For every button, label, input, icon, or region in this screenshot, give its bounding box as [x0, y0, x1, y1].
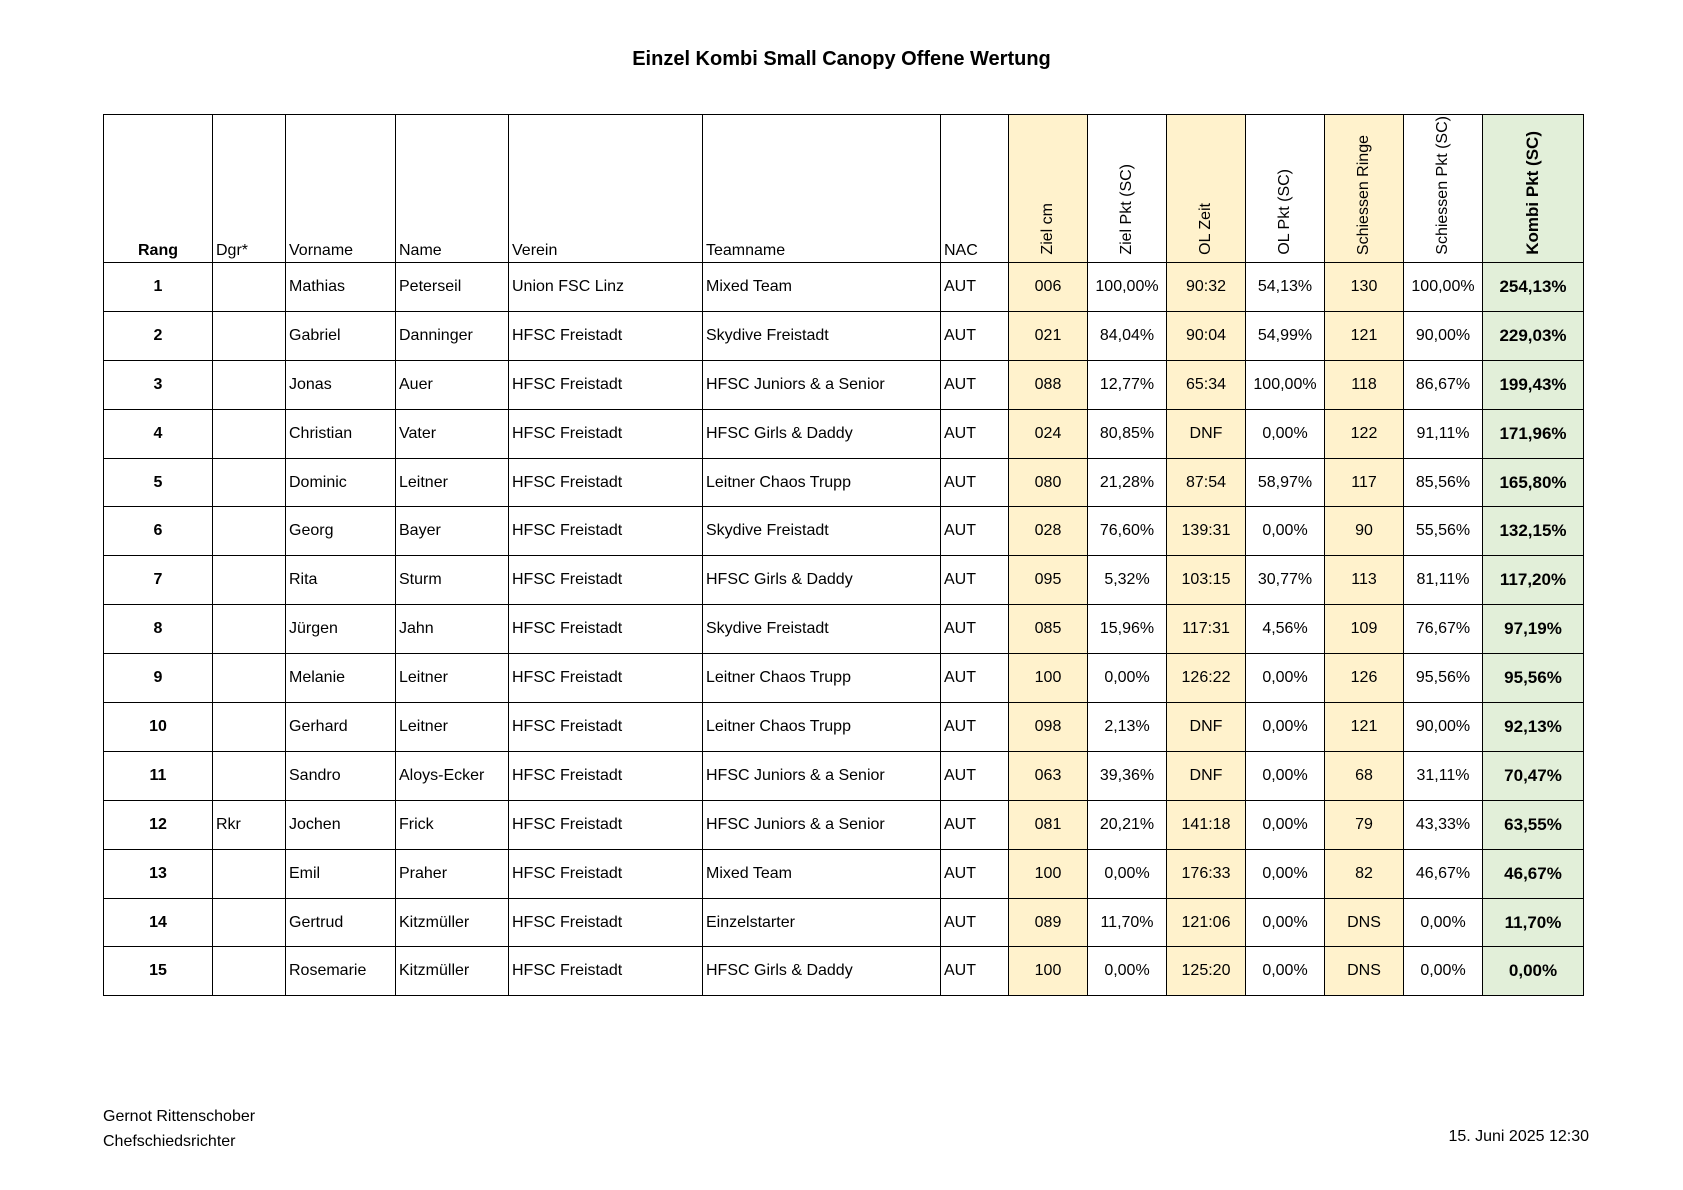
cell-teamname: Skydive Freistadt: [703, 311, 941, 360]
cell-ziel-cm: 024: [1009, 409, 1088, 458]
table-row: [104, 605, 1584, 654]
cell-name: Kitzmüller: [396, 898, 509, 947]
cell-ziel-pkt: 84,04%: [1088, 311, 1167, 360]
cell-kombi-pkt: 11,70%: [1483, 898, 1584, 947]
cell-verein: HFSC Freistadt: [509, 898, 703, 947]
header-kombi-pkt: [1483, 115, 1584, 263]
cell-nac: AUT: [941, 947, 1009, 996]
table-row: [104, 311, 1584, 360]
cell-schiessen-pkt: 86,67%: [1404, 360, 1483, 409]
cell-verein: HFSC Freistadt: [509, 751, 703, 800]
header-schiessen-ringe-label: Schiessen Ringe: [1355, 134, 1372, 255]
cell-name: Praher: [396, 849, 509, 898]
cell-ol-pkt: 0,00%: [1246, 703, 1325, 752]
results-body: [104, 263, 1584, 996]
cell-kombi-pkt: 117,20%: [1483, 556, 1584, 605]
cell-ziel-cm: 028: [1009, 507, 1088, 556]
header-nac: NAC: [941, 115, 1009, 263]
cell-name: Aloys-Ecker: [396, 751, 509, 800]
cell-schiessen-pkt: 43,33%: [1404, 800, 1483, 849]
cell-name: Vater: [396, 409, 509, 458]
cell-ziel-pkt: 2,13%: [1088, 703, 1167, 752]
header-schiessen-ringe: [1325, 115, 1404, 263]
cell-nac: AUT: [941, 360, 1009, 409]
cell-ol-zeit: DNF: [1167, 751, 1246, 800]
header-schiessen-pkt-label: Schiessen Pkt (SC): [1434, 116, 1451, 255]
cell-dgr: [213, 409, 286, 458]
table-row: [104, 409, 1584, 458]
cell-vorname: Melanie: [286, 654, 396, 703]
cell-teamname: HFSC Juniors & a Senior: [703, 800, 941, 849]
cell-schiessen-pkt: 76,67%: [1404, 605, 1483, 654]
cell-verein: HFSC Freistadt: [509, 849, 703, 898]
cell-ziel-pkt: 39,36%: [1088, 751, 1167, 800]
cell-name: Leitner: [396, 458, 509, 507]
cell-kombi-pkt: 254,13%: [1483, 263, 1584, 312]
cell-verein: HFSC Freistadt: [509, 654, 703, 703]
cell-nac: AUT: [941, 898, 1009, 947]
cell-vorname: Georg: [286, 507, 396, 556]
cell-ol-pkt: 100,00%: [1246, 360, 1325, 409]
cell-ziel-pkt: 12,77%: [1088, 360, 1167, 409]
cell-ol-pkt: 0,00%: [1246, 898, 1325, 947]
header-row: [104, 115, 1584, 263]
cell-ol-zeit: 141:18: [1167, 800, 1246, 849]
cell-ol-zeit: DNF: [1167, 409, 1246, 458]
cell-ol-zeit: 126:22: [1167, 654, 1246, 703]
cell-dgr: [213, 654, 286, 703]
cell-vorname: Jochen: [286, 800, 396, 849]
cell-schiessen-ringe: 109: [1325, 605, 1404, 654]
cell-rang: 4: [104, 409, 213, 458]
cell-schiessen-ringe: 118: [1325, 360, 1404, 409]
cell-name: Jahn: [396, 605, 509, 654]
cell-rang: 11: [104, 751, 213, 800]
table-row: [104, 507, 1584, 556]
cell-ol-zeit: 125:20: [1167, 947, 1246, 996]
cell-vorname: Emil: [286, 849, 396, 898]
cell-teamname: Skydive Freistadt: [703, 605, 941, 654]
cell-schiessen-ringe: 79: [1325, 800, 1404, 849]
cell-nac: AUT: [941, 556, 1009, 605]
cell-kombi-pkt: 97,19%: [1483, 605, 1584, 654]
cell-nac: AUT: [941, 409, 1009, 458]
cell-ol-pkt: 54,13%: [1246, 263, 1325, 312]
cell-rang: 13: [104, 849, 213, 898]
header-ziel-cm-label: Ziel cm: [1039, 203, 1056, 255]
cell-teamname: HFSC Girls & Daddy: [703, 556, 941, 605]
cell-vorname: Jürgen: [286, 605, 396, 654]
cell-vorname: Gabriel: [286, 311, 396, 360]
header-ol-pkt: [1246, 115, 1325, 263]
table-row: [104, 947, 1584, 996]
cell-nac: AUT: [941, 263, 1009, 312]
cell-verein: HFSC Freistadt: [509, 800, 703, 849]
cell-name: Leitner: [396, 654, 509, 703]
cell-teamname: Einzelstarter: [703, 898, 941, 947]
cell-teamname: Leitner Chaos Trupp: [703, 703, 941, 752]
cell-vorname: Gerhard: [286, 703, 396, 752]
table-row: [104, 703, 1584, 752]
cell-rang: 12: [104, 800, 213, 849]
cell-nac: AUT: [941, 849, 1009, 898]
cell-verein: HFSC Freistadt: [509, 507, 703, 556]
cell-kombi-pkt: 70,47%: [1483, 751, 1584, 800]
cell-ol-pkt: 4,56%: [1246, 605, 1325, 654]
cell-schiessen-pkt: 90,00%: [1404, 311, 1483, 360]
cell-name: Peterseil: [396, 263, 509, 312]
cell-verein: HFSC Freistadt: [509, 409, 703, 458]
cell-schiessen-pkt: 81,11%: [1404, 556, 1483, 605]
cell-ziel-cm: 100: [1009, 654, 1088, 703]
cell-schiessen-ringe: 121: [1325, 703, 1404, 752]
cell-ziel-pkt: 20,21%: [1088, 800, 1167, 849]
cell-vorname: Christian: [286, 409, 396, 458]
cell-schiessen-pkt: 85,56%: [1404, 458, 1483, 507]
header-name: Name: [396, 115, 509, 263]
cell-ziel-pkt: 100,00%: [1088, 263, 1167, 312]
table-row: [104, 360, 1584, 409]
cell-ziel-cm: 088: [1009, 360, 1088, 409]
cell-ol-zeit: 103:15: [1167, 556, 1246, 605]
cell-schiessen-pkt: 31,11%: [1404, 751, 1483, 800]
cell-dgr: [213, 458, 286, 507]
cell-ziel-cm: 098: [1009, 703, 1088, 752]
cell-teamname: HFSC Juniors & a Senior: [703, 751, 941, 800]
cell-dgr: [213, 311, 286, 360]
cell-ziel-pkt: 21,28%: [1088, 458, 1167, 507]
cell-teamname: Leitner Chaos Trupp: [703, 458, 941, 507]
cell-schiessen-ringe: DNS: [1325, 947, 1404, 996]
cell-schiessen-ringe: 68: [1325, 751, 1404, 800]
cell-ziel-cm: 021: [1009, 311, 1088, 360]
cell-rang: 10: [104, 703, 213, 752]
cell-verein: HFSC Freistadt: [509, 311, 703, 360]
cell-ziel-pkt: 0,00%: [1088, 849, 1167, 898]
cell-vorname: Jonas: [286, 360, 396, 409]
cell-schiessen-pkt: 91,11%: [1404, 409, 1483, 458]
referee-role: Chefschiedsrichter: [103, 1133, 236, 1150]
referee-name: Gernot Rittenschober: [103, 1108, 256, 1125]
cell-nac: AUT: [941, 800, 1009, 849]
cell-ol-zeit: 90:32: [1167, 263, 1246, 312]
cell-kombi-pkt: 46,67%: [1483, 849, 1584, 898]
cell-name: Bayer: [396, 507, 509, 556]
cell-nac: AUT: [941, 311, 1009, 360]
cell-ziel-cm: 080: [1009, 458, 1088, 507]
cell-dgr: [213, 556, 286, 605]
cell-name: Leitner: [396, 703, 509, 752]
cell-ol-zeit: 121:06: [1167, 898, 1246, 947]
cell-schiessen-ringe: 122: [1325, 409, 1404, 458]
cell-verein: HFSC Freistadt: [509, 947, 703, 996]
cell-ziel-cm: 006: [1009, 263, 1088, 312]
cell-schiessen-pkt: 0,00%: [1404, 898, 1483, 947]
cell-ziel-pkt: 0,00%: [1088, 654, 1167, 703]
cell-kombi-pkt: 95,56%: [1483, 654, 1584, 703]
header-verein: Verein: [509, 115, 703, 263]
cell-verein: HFSC Freistadt: [509, 458, 703, 507]
cell-ol-pkt: 0,00%: [1246, 947, 1325, 996]
cell-ziel-cm: 100: [1009, 849, 1088, 898]
cell-schiessen-ringe: 121: [1325, 311, 1404, 360]
cell-ziel-pkt: 5,32%: [1088, 556, 1167, 605]
cell-dgr: [213, 751, 286, 800]
cell-ol-pkt: 0,00%: [1246, 507, 1325, 556]
cell-schiessen-pkt: 55,56%: [1404, 507, 1483, 556]
table-row: [104, 751, 1584, 800]
cell-ziel-cm: 100: [1009, 947, 1088, 996]
cell-ol-zeit: 90:04: [1167, 311, 1246, 360]
cell-dgr: [213, 360, 286, 409]
cell-dgr: [213, 605, 286, 654]
cell-ol-pkt: 54,99%: [1246, 311, 1325, 360]
cell-schiessen-ringe: 126: [1325, 654, 1404, 703]
cell-rang: 15: [104, 947, 213, 996]
cell-vorname: Sandro: [286, 751, 396, 800]
timestamp: 15. Juni 2025 12:30: [1448, 1128, 1589, 1145]
cell-schiessen-pkt: 100,00%: [1404, 263, 1483, 312]
cell-rang: 8: [104, 605, 213, 654]
cell-name: Kitzmüller: [396, 947, 509, 996]
header-vorname: Vorname: [286, 115, 396, 263]
cell-ziel-cm: 095: [1009, 556, 1088, 605]
cell-dgr: [213, 703, 286, 752]
cell-kombi-pkt: 63,55%: [1483, 800, 1584, 849]
header-teamname: Teamname: [703, 115, 941, 263]
cell-rang: 6: [104, 507, 213, 556]
header-ol-zeit: [1167, 115, 1246, 263]
table-row: [104, 849, 1584, 898]
cell-ziel-pkt: 15,96%: [1088, 605, 1167, 654]
cell-ziel-cm: 085: [1009, 605, 1088, 654]
cell-nac: AUT: [941, 751, 1009, 800]
cell-schiessen-ringe: 130: [1325, 263, 1404, 312]
cell-rang: 2: [104, 311, 213, 360]
cell-ol-zeit: DNF: [1167, 703, 1246, 752]
cell-ziel-pkt: 0,00%: [1088, 947, 1167, 996]
cell-nac: AUT: [941, 703, 1009, 752]
table-row: [104, 556, 1584, 605]
cell-ziel-pkt: 80,85%: [1088, 409, 1167, 458]
cell-ol-pkt: 0,00%: [1246, 654, 1325, 703]
cell-ol-pkt: 0,00%: [1246, 751, 1325, 800]
cell-nac: AUT: [941, 458, 1009, 507]
cell-dgr: [213, 507, 286, 556]
cell-schiessen-ringe: 82: [1325, 849, 1404, 898]
cell-vorname: Gertrud: [286, 898, 396, 947]
cell-verein: HFSC Freistadt: [509, 605, 703, 654]
cell-verein: Union FSC Linz: [509, 263, 703, 312]
cell-teamname: Mixed Team: [703, 849, 941, 898]
cell-kombi-pkt: 92,13%: [1483, 703, 1584, 752]
cell-ol-zeit: 87:54: [1167, 458, 1246, 507]
cell-vorname: Mathias: [286, 263, 396, 312]
cell-name: Sturm: [396, 556, 509, 605]
cell-ziel-cm: 063: [1009, 751, 1088, 800]
cell-ol-pkt: 0,00%: [1246, 800, 1325, 849]
cell-ol-pkt: 58,97%: [1246, 458, 1325, 507]
header-ol-zeit-label: OL Zeit: [1197, 203, 1214, 255]
cell-kombi-pkt: 132,15%: [1483, 507, 1584, 556]
cell-rang: 14: [104, 898, 213, 947]
cell-teamname: Skydive Freistadt: [703, 507, 941, 556]
cell-schiessen-pkt: 90,00%: [1404, 703, 1483, 752]
table-row: [104, 263, 1584, 312]
cell-vorname: Rosemarie: [286, 947, 396, 996]
results-table: [103, 114, 1584, 996]
page-title: Einzel Kombi Small Canopy Offene Wertung: [632, 48, 1051, 70]
cell-ol-pkt: 0,00%: [1246, 849, 1325, 898]
cell-schiessen-ringe: 90: [1325, 507, 1404, 556]
header-ziel-pkt: [1088, 115, 1167, 263]
cell-schiessen-pkt: 0,00%: [1404, 947, 1483, 996]
table-row: [104, 654, 1584, 703]
cell-name: Auer: [396, 360, 509, 409]
header-ol-pkt-label: OL Pkt (SC): [1276, 169, 1293, 255]
cell-dgr: Rkr: [213, 800, 286, 849]
table-row: [104, 898, 1584, 947]
cell-schiessen-ringe: 113: [1325, 556, 1404, 605]
cell-rang: 5: [104, 458, 213, 507]
header-dgr: Dgr*: [213, 115, 286, 263]
cell-ziel-cm: 081: [1009, 800, 1088, 849]
cell-rang: 7: [104, 556, 213, 605]
cell-teamname: HFSC Girls & Daddy: [703, 409, 941, 458]
cell-ol-pkt: 30,77%: [1246, 556, 1325, 605]
cell-nac: AUT: [941, 507, 1009, 556]
cell-nac: AUT: [941, 654, 1009, 703]
cell-rang: 1: [104, 263, 213, 312]
signature-block: [103, 1104, 255, 1154]
cell-ziel-pkt: 76,60%: [1088, 507, 1167, 556]
cell-verein: HFSC Freistadt: [509, 360, 703, 409]
cell-vorname: Dominic: [286, 458, 396, 507]
cell-rang: 3: [104, 360, 213, 409]
cell-ol-zeit: 139:31: [1167, 507, 1246, 556]
cell-verein: HFSC Freistadt: [509, 703, 703, 752]
cell-ziel-pkt: 11,70%: [1088, 898, 1167, 947]
cell-dgr: [213, 849, 286, 898]
cell-teamname: Leitner Chaos Trupp: [703, 654, 941, 703]
cell-rang: 9: [104, 654, 213, 703]
cell-ol-zeit: 65:34: [1167, 360, 1246, 409]
cell-kombi-pkt: 171,96%: [1483, 409, 1584, 458]
cell-ziel-cm: 089: [1009, 898, 1088, 947]
cell-name: Danninger: [396, 311, 509, 360]
cell-verein: HFSC Freistadt: [509, 556, 703, 605]
cell-schiessen-pkt: 46,67%: [1404, 849, 1483, 898]
cell-ol-pkt: 0,00%: [1246, 409, 1325, 458]
cell-dgr: [213, 263, 286, 312]
cell-name: Frick: [396, 800, 509, 849]
cell-teamname: Mixed Team: [703, 263, 941, 312]
cell-schiessen-ringe: DNS: [1325, 898, 1404, 947]
cell-teamname: HFSC Girls & Daddy: [703, 947, 941, 996]
cell-teamname: HFSC Juniors & a Senior: [703, 360, 941, 409]
cell-kombi-pkt: 199,43%: [1483, 360, 1584, 409]
cell-ol-zeit: 117:31: [1167, 605, 1246, 654]
header-ziel-cm: [1009, 115, 1088, 263]
header-schiessen-pkt: [1404, 115, 1483, 263]
header-kombi-pkt-label: Kombi Pkt (SC): [1523, 131, 1542, 255]
cell-ol-zeit: 176:33: [1167, 849, 1246, 898]
header-ziel-pkt-label: Ziel Pkt (SC): [1118, 164, 1135, 255]
cell-dgr: [213, 898, 286, 947]
cell-kombi-pkt: 0,00%: [1483, 947, 1584, 996]
cell-kombi-pkt: 165,80%: [1483, 458, 1584, 507]
cell-schiessen-ringe: 117: [1325, 458, 1404, 507]
table-row: [104, 458, 1584, 507]
table-row: [104, 800, 1584, 849]
header-rang: Rang: [104, 115, 213, 263]
cell-schiessen-pkt: 95,56%: [1404, 654, 1483, 703]
cell-vorname: Rita: [286, 556, 396, 605]
cell-kombi-pkt: 229,03%: [1483, 311, 1584, 360]
cell-nac: AUT: [941, 605, 1009, 654]
cell-dgr: [213, 947, 286, 996]
